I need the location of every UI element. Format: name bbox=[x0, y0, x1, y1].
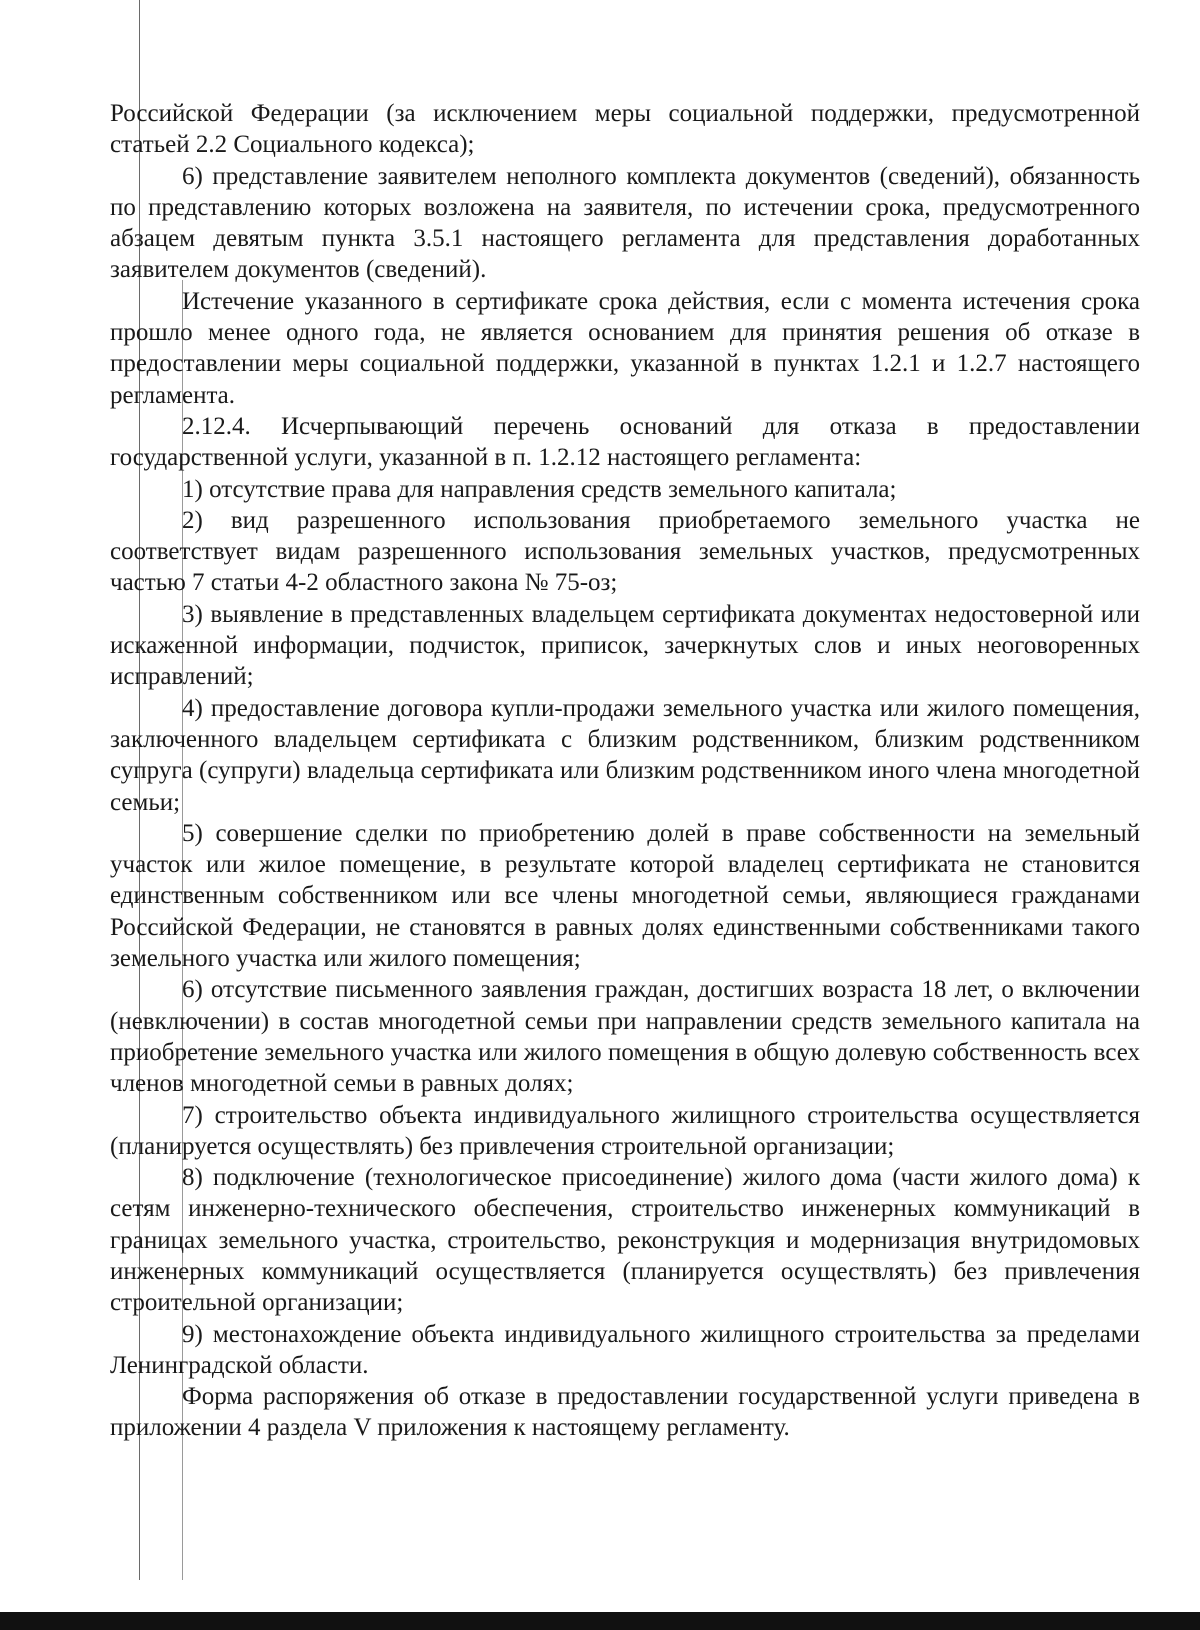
list-item-1: 1) отсутствие права для направления средств земельного капитала; bbox=[182, 475, 897, 503]
paragraph-certificate-expiry: Истечение указанного в сертификате срока действия, если с момента истечения срока прошло менее одного года, не является основанием для принятия решения об отказе в предоставлении меры социальной поддержки, указанной в пунктах 1.2.1 и 1.2.7 настоящего регламента. bbox=[110, 287, 1140, 409]
paragraph-continuation: Российской Федерации (за исключением меры социальной поддержки, предусмотренной статьей 2.2 Социального кодекса); bbox=[110, 100, 1140, 159]
list-item-3: 3) выявление в представленных владельцем сертификата документах недостоверной или искаженной информации, подчисток, приписок, зачеркнутых слов и иных неоговоренных исправлений; bbox=[110, 600, 1140, 691]
paragraph-item-6-incomplete-documents: 6) представление заявителем неполного комплекта документов (сведений), обязанность по представлению которых возложена на заявителя, по истечении срока, предусмотренного абзацем девятым пункта 3.5.1 настоящего регламента для представления доработанных заявителем документов (сведений). bbox=[110, 162, 1140, 284]
list-item-5: 5) совершение сделки по приобретению долей в праве собственности на земельный участок или жилое помещение, в результате которой владелец сертификата не становится единственным собственником или все члены многодетной семьи, являющиеся гражданами Российской Федерации, не становятся в равных долях единственными собственниками такого земельного участка или жилого помещения; bbox=[110, 819, 1140, 973]
paragraph-section-2-12-4: 2.12.4. Исчерпывающий перечень оснований для отказа в предоставлении государственной услуги, указанной в п. 1.2.12 настоящего регламента: bbox=[110, 412, 1140, 472]
list-item-4: 4) предоставление договора купли-продажи земельного участка или жилого помещения, заключенного владельцем сертификата с близким родственником, близким родственником супруга (супруги) владельца сертификата или близким родственником иного члена многодетной семьи; bbox=[110, 694, 1140, 816]
list-item-6: 6) отсутствие письменного заявления граждан, достигших возраста 18 лет, о включении (невключении) в состав многодетной семьи при направлении средств земельного капитала на приобретение земельного участка или жилого помещения в общую долевую собственность всех членов многодетной семьи в равных долях; bbox=[110, 976, 1140, 1098]
list-item-8: 8) подключение (технологическое присоединение) жилого дома (части жилого дома) к сетям инженерно-технического обеспечения, строительство инженерных коммуникаций в границах земельного участка, строительство, реконструкция и модернизация внутридомовых инженерных коммуникаций осуществляется (планируется осуществлять) без привлечения строительной организации; bbox=[110, 1164, 1140, 1317]
paragraph-refusal-form: Форма распоряжения об отказе в предоставлении государственной услуги приведена в приложении 4 раздела V приложения к настоящему регламенту. bbox=[110, 1383, 1140, 1442]
list-item-9: 9) местонахождение объекта индивидуального жилищного строительства за пределами Ленинградской области. bbox=[110, 1320, 1140, 1379]
scan-bottom-border bbox=[0, 1612, 1200, 1630]
list-item-7: 7) строительство объекта индивидуального жилищного строительства осуществляется (планируется осуществлять) без привлечения строительной организации; bbox=[110, 1101, 1140, 1160]
list-item-2: 2) вид разрешенного использования приобретаемого земельного участка не соответствует видам разрешенного использования земельных участков, предусмотренных частью 7 статьи 4-2 областного закона № 75-оз; bbox=[110, 506, 1140, 597]
document-body bbox=[110, 98, 1140, 1444]
